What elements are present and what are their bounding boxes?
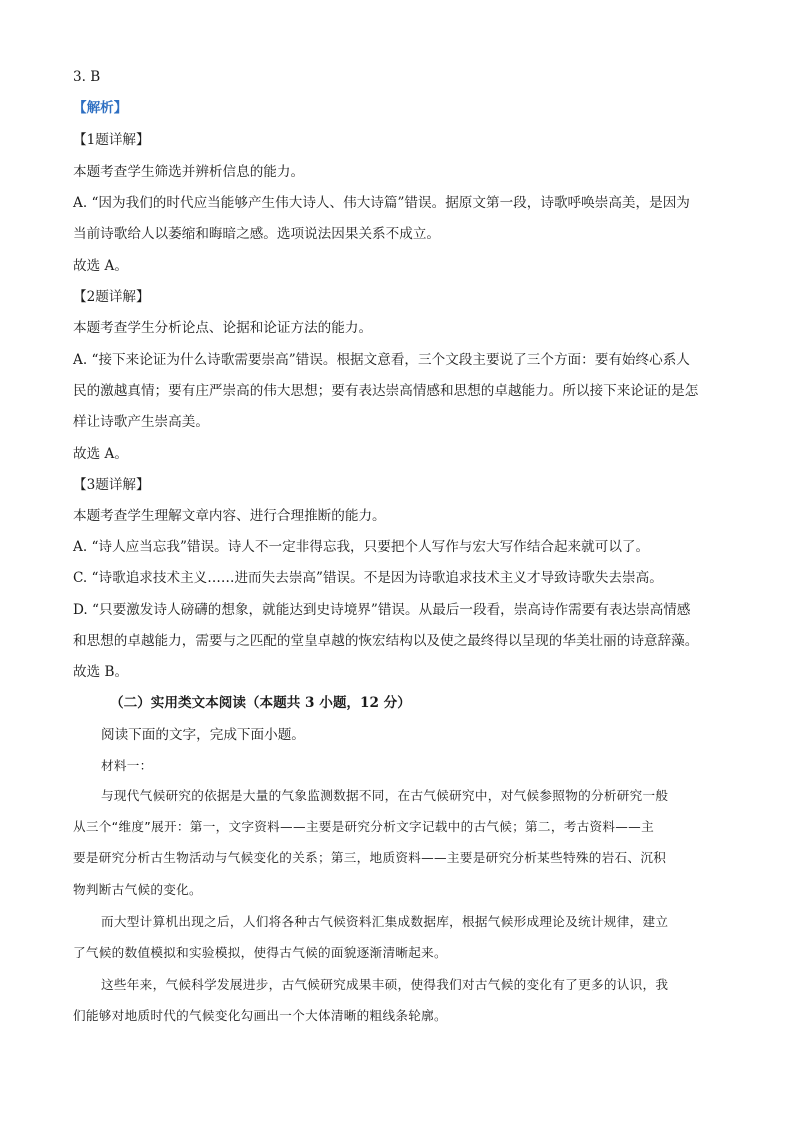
analysis-label: 【解析】	[73, 100, 128, 116]
material-p3-line2: 们能够对地质时代的气候变化勾画出一个大体清晰的粗线条轮廓。	[73, 1008, 447, 1023]
section-title: （二）实用类文本阅读（本题共 3 小题，12 分）	[110, 695, 411, 711]
q2-choice: 故选 A。	[73, 446, 128, 462]
q2-option-a-line2: 民的激越真情；要有庄严崇高的伟大思想；要有表达崇高情感和思想的卓越能力。所以接下来论证的是怎	[73, 383, 699, 399]
q1-choice: 故选 A。	[73, 258, 128, 274]
q3-intro: 本题考查学生理解文章内容、进行合理推断的能力。	[73, 508, 386, 524]
q3-choice: 故选 B。	[73, 664, 129, 680]
material-p3-line1: 这些年来，气候科学发展进步，古气候研究成果丰硕，使得我们对古气候的变化有了更多的认识，我	[101, 977, 669, 992]
q2-intro: 本题考查学生分析论点、论据和论证方法的能力。	[73, 320, 373, 336]
q1-option-a-line1: A. “因为我们的时代应当能够产生伟大诗人、伟大诗篇”错误。据原文第一段，诗歌呼唤崇高美，是因为	[73, 195, 690, 211]
q1-intro: 本题考查学生筛选并辨析信息的能力。	[73, 164, 305, 180]
material-p2-line1: 而大型计算机出现之后，人们将各种古气候资料汇集成数据库，根据气候形成理论及统计规律，建立	[101, 914, 669, 929]
q2-option-a-line3: 样让诗歌产生崇高美。	[73, 414, 209, 430]
answer-line: 3. B	[73, 69, 101, 85]
q3-option-a: A. “诗人应当忘我”错误。诗人不一定非得忘我，只要把个人写作与宏大写作结合起来就可以了。	[73, 539, 650, 555]
material-p1-line3: 要是研究分析古生物活动与气候变化的关系；第三，地质资料——主要是研究分析某些特殊的岩石、沉积	[73, 850, 667, 865]
q2-heading: 【2题详解】	[73, 289, 150, 305]
material-p2-line2: 了气候的数值模拟和实验模拟，使得古气候的面貌逐渐清晰起来。	[73, 945, 447, 960]
q2-option-a-line1: A. “接下来论证为什么诗歌需要崇高”错误。根据文意看，三个文段主要说了三个方面：要有始终心系人	[73, 352, 690, 368]
q3-heading: 【3题详解】	[73, 477, 150, 493]
q1-heading: 【1题详解】	[73, 132, 150, 148]
q1-option-a-line2: 当前诗歌给人以萎缩和晦暗之感。选项说法因果关系不成立。	[73, 226, 441, 242]
material-p1-line1: 与现代气候研究的依据是大量的气象监测数据不同，在古气候研究中，对气候参照物的分析研究一般	[101, 788, 669, 803]
q3-option-d-line1: D. “只要激发诗人磅礴的想象，就能达到史诗境界”错误。从最后一段看，崇高诗作需要有表达崇高情感	[73, 602, 691, 618]
q3-option-d-line2: 和思想的卓越能力，需要与之匹配的堂皇卓越的恢宏结构以及使之最终得以呈现的华美壮丽的诗意辞藻。	[73, 633, 699, 649]
material-p1-line4: 物判断古气候的变化。	[73, 882, 202, 897]
section-instruction: 阅读下面的文字，完成下面小题。	[101, 727, 305, 743]
material-label: 材料一：	[101, 758, 153, 773]
material-p1-line2: 从三个“维度”展开：第一，文字资料——主要是研究分析文字记载中的古气候；第二，考古资料——主	[73, 819, 654, 834]
q3-option-c: C. “诗歌追求技术主义……进而失去崇高”错误。不是因为诗歌追求技术主义才导致诗歌失去崇高。	[73, 570, 663, 586]
